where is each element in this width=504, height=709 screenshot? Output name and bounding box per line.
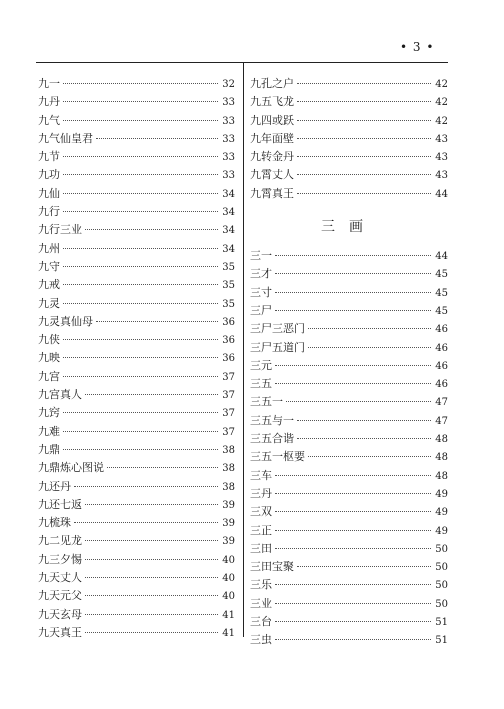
entry-page-number: 37 [222, 426, 235, 438]
entry-term: 九仙 [38, 186, 60, 200]
dot-leader [63, 303, 218, 304]
dot-leader [63, 174, 218, 175]
index-entry [38, 569, 235, 587]
entry-term: 三一 [250, 249, 272, 263]
index-entry [250, 339, 448, 357]
section-heading: 三画 [321, 219, 377, 236]
index-entry [250, 166, 448, 184]
dot-leader [85, 504, 218, 505]
dot-leader [275, 475, 431, 476]
dot-leader [297, 438, 431, 439]
entry-page-number: 50 [435, 598, 448, 610]
index-entry [38, 203, 235, 221]
index-entry [250, 467, 448, 485]
dot-leader [308, 347, 431, 348]
entry-page-number: 50 [435, 562, 448, 574]
entry-page-number: 33 [222, 115, 235, 127]
entry-page-number: 49 [435, 525, 448, 537]
dot-leader [297, 138, 431, 139]
index-entry [38, 130, 235, 148]
left-index-column [38, 75, 235, 642]
index-entry [250, 302, 448, 320]
dot-leader [297, 101, 431, 102]
header-rule [36, 62, 448, 63]
entry-page-number: 44 [435, 251, 448, 263]
entry-page-number: 48 [435, 452, 448, 464]
right-index-column [250, 75, 448, 650]
dot-leader [275, 603, 431, 604]
index-entry [250, 75, 448, 93]
entry-page-number: 47 [435, 415, 448, 427]
dot-leader [107, 467, 218, 468]
right-top-list [250, 75, 448, 203]
entry-page-number: 37 [222, 390, 235, 402]
entry-term: 三五与一 [250, 413, 294, 427]
entry-term: 九天真王 [38, 625, 82, 639]
index-entry [38, 75, 235, 93]
entry-page-number: 42 [435, 79, 448, 90]
entry-page-number: 41 [222, 609, 235, 621]
index-entry [38, 148, 235, 166]
dot-leader [297, 120, 431, 121]
index-entry [250, 613, 448, 631]
dot-leader [63, 156, 218, 157]
entry-page-number: 43 [435, 152, 448, 164]
entry-term: 九霄真王 [250, 186, 294, 200]
entry-term: 九孔之户 [250, 77, 294, 90]
entry-term: 三丹 [250, 486, 272, 500]
entry-term: 九还丹 [38, 479, 71, 493]
dot-leader [85, 632, 218, 633]
entry-term: 三乐 [250, 578, 272, 592]
entry-page-number: 39 [222, 536, 235, 548]
entry-term: 九天丈人 [38, 571, 82, 585]
dot-leader [275, 255, 431, 256]
entry-page-number: 48 [435, 434, 448, 446]
entry-term: 三双 [250, 505, 272, 519]
index-entry [38, 166, 235, 184]
entry-page-number: 33 [222, 152, 235, 164]
dot-leader [275, 493, 431, 494]
entry-term: 三田 [250, 541, 272, 555]
entry-page-number: 33 [222, 97, 235, 109]
entry-page-number: 34 [222, 225, 235, 237]
index-entry [38, 624, 235, 642]
entry-page-number: 50 [435, 543, 448, 555]
entry-term: 九侠 [38, 333, 60, 347]
entry-term: 三五一枢要 [250, 450, 305, 464]
index-entry [250, 412, 448, 430]
entry-term: 九四或跃 [250, 113, 294, 127]
entry-term: 三田宝聚 [250, 560, 294, 574]
entry-page-number: 42 [435, 115, 448, 127]
index-entry [250, 130, 448, 148]
entry-term: 九宫 [38, 369, 60, 383]
entry-term: 三业 [250, 596, 272, 610]
entry-page-number: 44 [435, 188, 448, 200]
dot-leader [275, 511, 431, 512]
entry-term: 九二见龙 [38, 534, 82, 548]
entry-term: 九还七返 [38, 497, 82, 511]
entry-page-number: 43 [435, 170, 448, 182]
entry-term: 三尸三恶门 [250, 322, 305, 336]
index-entry [250, 320, 448, 338]
entry-term: 九行 [38, 205, 60, 219]
entry-page-number: 40 [222, 591, 235, 603]
entry-term: 三才 [250, 267, 272, 281]
dot-leader [297, 420, 431, 421]
index-entry [250, 430, 448, 448]
index-entry [250, 357, 448, 375]
entry-page-number: 37 [222, 371, 235, 383]
entry-page-number: 33 [222, 170, 235, 182]
index-entry [38, 386, 235, 404]
entry-page-number: 35 [222, 280, 235, 292]
dot-leader [96, 321, 218, 322]
dot-leader [85, 540, 218, 541]
page-number: • 3 • [400, 40, 435, 54]
entry-term: 九鼎 [38, 442, 60, 456]
dot-leader [74, 486, 218, 487]
dot-leader [275, 273, 431, 274]
entry-page-number: 39 [222, 499, 235, 511]
column-divider [243, 63, 244, 637]
entry-term: 九戒 [38, 278, 60, 292]
dot-leader [63, 412, 218, 413]
dot-leader [85, 595, 218, 596]
dot-leader [297, 193, 431, 194]
index-entry [38, 496, 235, 514]
dot-leader [63, 248, 218, 249]
index-entry [250, 284, 448, 302]
entry-term: 九功 [38, 168, 60, 182]
index-entry [38, 349, 235, 367]
index-entry [38, 423, 235, 441]
entry-term: 九天玄母 [38, 607, 82, 621]
entry-term: 九三夕惕 [38, 552, 82, 566]
entry-term: 三虫 [250, 633, 272, 647]
entry-page-number: 33 [222, 133, 235, 145]
entry-term: 九梳珠 [38, 516, 71, 530]
entry-term: 九宫真人 [38, 388, 82, 402]
entry-page-number: 45 [435, 287, 448, 299]
entry-term: 九气 [38, 113, 60, 127]
entry-term: 九五飞龙 [250, 95, 294, 109]
index-entry [38, 404, 235, 422]
dot-leader [63, 284, 218, 285]
entry-term: 九州 [38, 241, 60, 255]
dot-leader [63, 339, 218, 340]
index-entry [38, 276, 235, 294]
dot-leader [63, 449, 218, 450]
dot-leader [63, 101, 218, 102]
index-entry [38, 185, 235, 203]
entry-page-number: 49 [435, 488, 448, 500]
dot-leader [275, 548, 431, 549]
dot-leader [297, 566, 431, 567]
dot-leader [275, 383, 431, 384]
index-entry [250, 185, 448, 203]
entry-page-number: 34 [222, 207, 235, 219]
entry-page-number: 40 [222, 554, 235, 566]
dot-leader [63, 266, 218, 267]
dot-leader [308, 328, 431, 329]
dot-leader [63, 83, 218, 84]
index-entry [250, 448, 448, 466]
index-entry [38, 478, 235, 496]
index-entry [38, 240, 235, 258]
entry-page-number: 34 [222, 243, 235, 255]
index-entry [38, 112, 235, 130]
entry-term: 九窍 [38, 406, 60, 420]
entry-page-number: 36 [222, 353, 235, 365]
index-entry [38, 93, 235, 111]
entry-page-number: 38 [222, 481, 235, 493]
index-entry [250, 631, 448, 649]
entry-page-number: 46 [435, 324, 448, 336]
entry-page-number: 36 [222, 316, 235, 328]
dot-leader [63, 431, 218, 432]
dot-leader [74, 522, 218, 523]
dot-leader [63, 376, 218, 377]
index-entry [38, 587, 235, 605]
entry-term: 九行三业 [38, 223, 82, 237]
dot-leader [297, 156, 431, 157]
index-entry [38, 606, 235, 624]
entry-page-number: 49 [435, 507, 448, 519]
entry-term: 三五一 [250, 395, 283, 409]
index-entry [250, 522, 448, 540]
index-entry [250, 540, 448, 558]
entry-term: 九鼎炼心图说 [38, 461, 104, 475]
dot-leader [275, 365, 431, 366]
dot-leader [96, 138, 218, 139]
index-entry [38, 514, 235, 532]
right-bottom-list [250, 247, 448, 650]
entry-page-number: 39 [222, 518, 235, 530]
entry-term: 三车 [250, 468, 272, 482]
dot-leader [286, 401, 431, 402]
dot-leader [85, 577, 218, 578]
dot-leader [308, 456, 431, 457]
entry-page-number: 51 [435, 617, 448, 629]
dot-leader [275, 584, 431, 585]
dot-leader [275, 621, 431, 622]
dot-leader [85, 229, 218, 230]
entry-page-number: 36 [222, 335, 235, 347]
entry-term: 九灵 [38, 296, 60, 310]
entry-term: 九霄丈人 [250, 168, 294, 182]
dot-leader [63, 211, 218, 212]
entry-term: 九灵真仙母 [38, 314, 93, 328]
entry-term: 九映 [38, 351, 60, 365]
entry-term: 九转金丹 [250, 150, 294, 164]
index-entry [250, 375, 448, 393]
index-entry [38, 221, 235, 239]
entry-term: 九年面壁 [250, 131, 294, 145]
entry-page-number: 51 [435, 635, 448, 647]
entry-page-number: 43 [435, 133, 448, 145]
entry-term: 三寸 [250, 285, 272, 299]
entry-page-number: 45 [435, 269, 448, 281]
entry-page-number: 48 [435, 470, 448, 482]
index-entry [250, 112, 448, 130]
dot-leader [63, 193, 218, 194]
dot-leader [297, 174, 431, 175]
dot-leader [275, 292, 431, 293]
dot-leader [85, 559, 218, 560]
index-entry [250, 503, 448, 521]
dot-leader [275, 310, 431, 311]
entry-term: 三五合谐 [250, 432, 294, 446]
index-entry [38, 459, 235, 477]
entry-page-number: 46 [435, 379, 448, 391]
entry-page-number: 37 [222, 408, 235, 420]
entry-page-number: 40 [222, 573, 235, 585]
entry-term: 九气仙皇君 [38, 131, 93, 145]
entry-page-number: 47 [435, 397, 448, 409]
entry-page-number: 38 [222, 463, 235, 475]
entry-page-number: 34 [222, 188, 235, 200]
entry-page-number: 45 [435, 305, 448, 317]
entry-page-number: 38 [222, 444, 235, 456]
entry-term: 三五 [250, 377, 272, 391]
index-entry [38, 295, 235, 313]
index-entry [250, 148, 448, 166]
entry-page-number: 42 [435, 97, 448, 109]
entry-page-number: 50 [435, 580, 448, 592]
dot-leader [85, 614, 218, 615]
entry-page-number: 35 [222, 261, 235, 273]
dot-leader [85, 394, 218, 395]
entry-term: 九丹 [38, 95, 60, 109]
index-entry [250, 576, 448, 594]
index-entry [38, 313, 235, 331]
entry-term: 三台 [250, 615, 272, 629]
index-entry [250, 558, 448, 576]
dot-leader [63, 120, 218, 121]
entry-page-number: 32 [222, 79, 235, 90]
index-entry [250, 595, 448, 613]
entry-term: 三元 [250, 358, 272, 372]
entry-term: 三正 [250, 523, 272, 537]
entry-term: 九一 [38, 77, 60, 90]
dot-leader [297, 83, 431, 84]
index-entry [250, 393, 448, 411]
entry-term: 九节 [38, 150, 60, 164]
dot-leader [275, 530, 431, 531]
index-entry [38, 441, 235, 459]
index-entry [38, 331, 235, 349]
index-entry [250, 485, 448, 503]
index-entry [250, 265, 448, 283]
entry-page-number: 46 [435, 360, 448, 372]
index-entry [38, 551, 235, 569]
entry-page-number: 41 [222, 627, 235, 639]
index-entry [38, 368, 235, 386]
dot-leader [275, 639, 431, 640]
entry-term: 九守 [38, 259, 60, 273]
index-entry [38, 258, 235, 276]
dot-leader [63, 357, 218, 358]
entry-page-number: 35 [222, 298, 235, 310]
entry-term: 九难 [38, 424, 60, 438]
entry-term: 九天元父 [38, 589, 82, 603]
entry-term: 三尸 [250, 303, 272, 317]
entry-page-number: 46 [435, 342, 448, 354]
index-entry [250, 247, 448, 265]
index-entry [250, 93, 448, 111]
entry-term: 三尸五道门 [250, 340, 305, 354]
index-entry [38, 532, 235, 550]
